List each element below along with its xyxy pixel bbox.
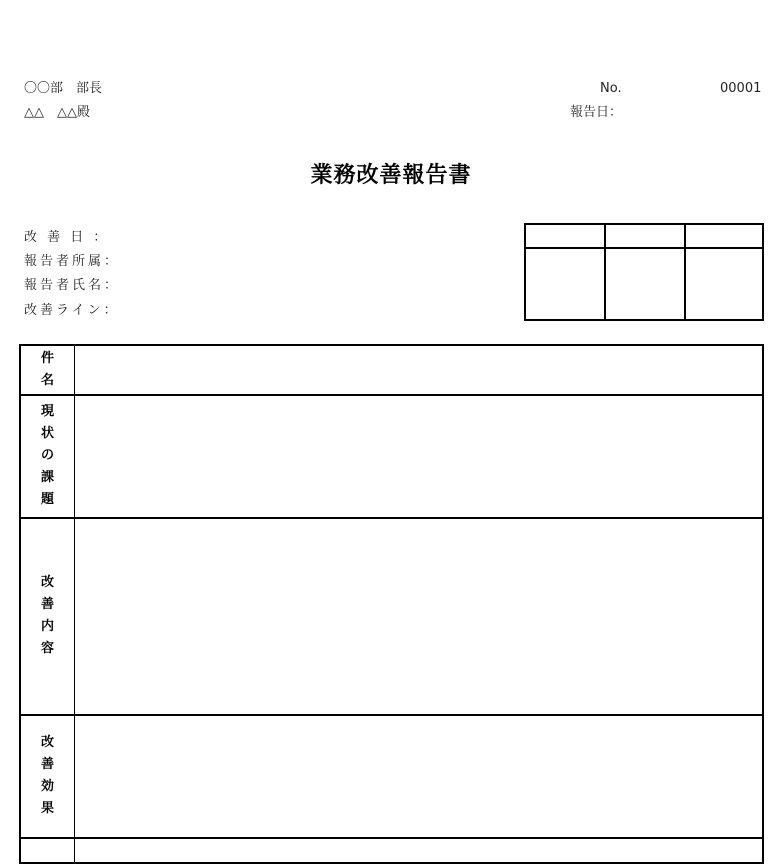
stamp-column-divider: [604, 225, 606, 319]
section-label-char: 題: [40, 491, 54, 507]
section-label-char: 善: [40, 596, 54, 612]
section-label-subject: [21, 346, 74, 394]
recipient-department: 〇〇部 部長: [24, 81, 103, 96]
section-label-current-issues: [21, 394, 74, 517]
report-number-value: 00001: [720, 81, 762, 96]
field-reporter-name: 報告者氏名：: [24, 278, 121, 293]
field-improvement-line: 改善ライン：: [24, 303, 120, 318]
section-label-char: 効: [40, 778, 54, 794]
section-label-char: 容: [40, 640, 54, 656]
section-label-char: 状: [40, 425, 54, 441]
recipient-name: △△ △△殿: [24, 105, 90, 120]
field-reporter-department: 報告者所属：: [24, 254, 121, 269]
stamp-header-divider: [526, 247, 762, 249]
approval-stamp-table: [524, 223, 764, 321]
section-label-char: 件: [40, 351, 54, 366]
row-divider: [21, 517, 762, 519]
row-divider: [21, 714, 762, 716]
label-column-divider: [74, 346, 75, 862]
report-body-table: [19, 344, 764, 864]
section-label-char: 名: [40, 373, 54, 388]
section-label-char: 果: [40, 800, 54, 816]
stamp-column-divider: [684, 225, 686, 319]
section-label-char: 課: [40, 469, 54, 485]
section-label-char: 改: [40, 734, 54, 750]
row-divider: [21, 394, 762, 396]
row-divider: [21, 837, 762, 839]
report-date-label: 報告日：: [570, 105, 623, 120]
section-label-improvement-effect: [21, 714, 74, 837]
section-label-char: 現: [40, 403, 54, 419]
field-improvement-date: 改 善 日 ：: [24, 230, 110, 245]
page-title: 業務改善報告書: [310, 163, 472, 188]
section-label-char: の: [40, 447, 54, 463]
section-label-char: 善: [40, 756, 54, 772]
section-label-char: 内: [40, 618, 54, 634]
section-label-char: 改: [40, 574, 54, 590]
section-label-improvement-content: [21, 517, 74, 714]
report-number-label: No.: [600, 81, 622, 96]
